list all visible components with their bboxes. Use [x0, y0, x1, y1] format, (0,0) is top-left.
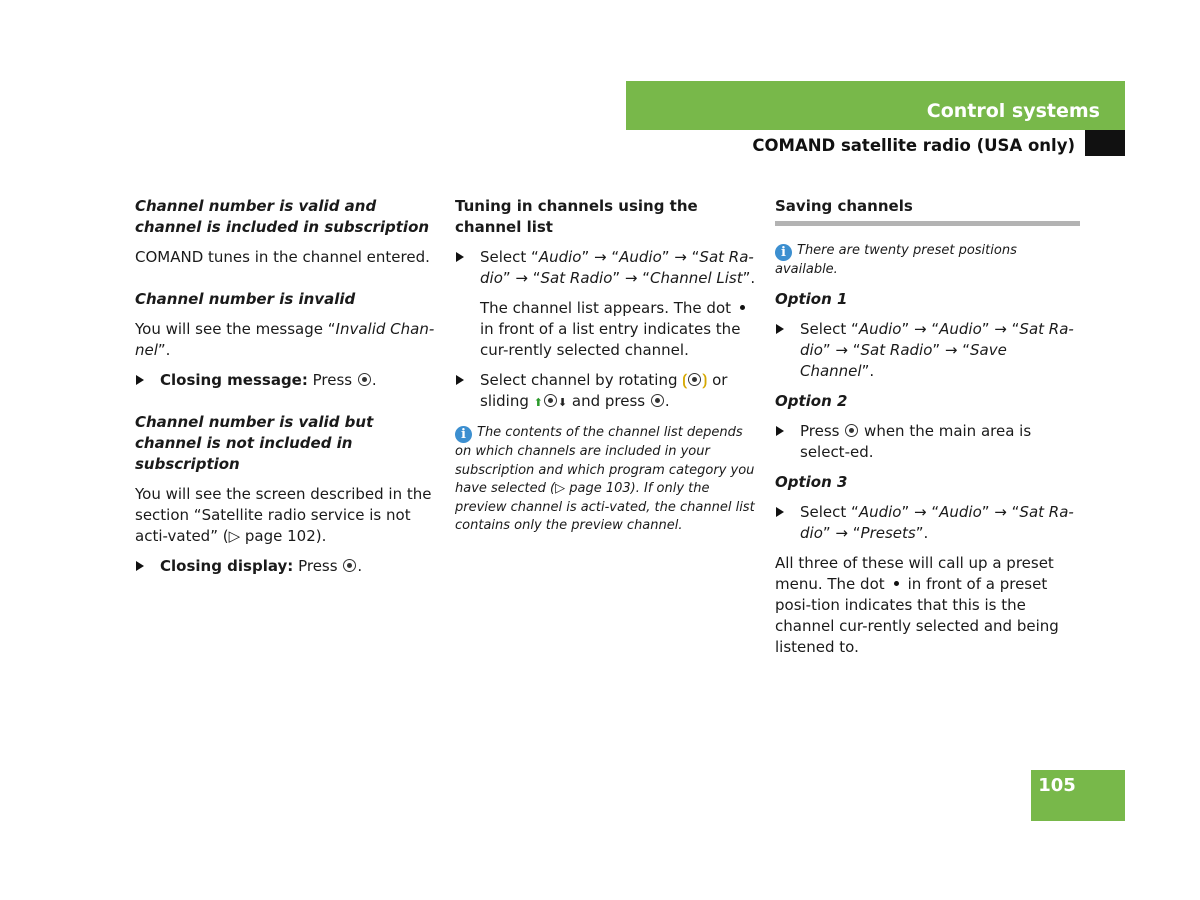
step-select-by-rotating: Select channel by rotating ⟮ ⟯ or sliding ⬆ ⬇ and press .: [455, 370, 760, 413]
bullet-triangle-icon: [456, 375, 464, 385]
heading-valid-not-included: Channel number is valid but channel is not included in subscription: [135, 413, 374, 473]
info-note-channel-list: i The contents of the channel list depends on which channels are included in your subscription and which program category you have selected (▷ page 103). If only the preview channel is acti-vated, the channel list contains only the preview channel.: [455, 425, 755, 533]
bullet-triangle-icon: [136, 375, 144, 385]
press-knob-icon: [651, 394, 664, 407]
info-note-presets: i There are twenty preset positions available.: [775, 243, 1017, 277]
page-number: 105: [1038, 775, 1076, 796]
bullet-triangle-icon: [456, 252, 464, 262]
info-icon: i: [775, 244, 792, 261]
step-option-1: Select “Audio” → “Audio” → “Sat Ra-dio” → “Sat Radio” → “Save Channel”.: [775, 319, 1080, 382]
step-select-channel-list: Select “Audio” → “Audio” → “Sat Ra-dio” → “Sat Radio” → “Channel List”.: [455, 247, 760, 289]
heading-invalid: Channel number is invalid: [135, 290, 356, 308]
selection-dot-icon: [740, 305, 745, 310]
bullet-triangle-icon: [776, 507, 784, 517]
column-3: [775, 196, 1080, 658]
press-knob-icon: [358, 373, 371, 386]
subsection-title: COMAND satellite radio (USA only): [752, 136, 1075, 155]
heading-rule: [775, 221, 1080, 226]
paragraph-preset-menu: All three of these will call up a preset menu. The dot in front of a preset posi-tion indicates that this is the channel cur-rently selected and being listened to.: [775, 553, 1059, 656]
header-marker-block: [1085, 130, 1125, 156]
heading-channel-list: Tuning in channels using the channel list: [455, 197, 698, 236]
press-knob-icon: [343, 559, 356, 572]
heading-saving-channels: Saving channels: [775, 197, 913, 215]
paragraph-invalid-message: You will see the message “Invalid Chan-nel”.: [135, 320, 435, 359]
bullet-triangle-icon: [136, 561, 144, 571]
selection-dot-icon: [894, 581, 899, 586]
rotate-knob-icon: ⟮ ⟯: [682, 371, 708, 389]
paragraph-tunes: COMAND tunes in the channel entered.: [135, 248, 430, 266]
step-option-2: Press when the main area is select-ed.: [775, 421, 1080, 463]
step-option-3: Select “Audio” → “Audio” → “Sat Ra-dio” → “Presets”.: [775, 502, 1080, 544]
paragraph-screen-described: You will see the screen described in the section “Satellite radio service is not acti-vated” (▷ page 102).: [135, 485, 432, 545]
section-title: Control systems: [926, 100, 1100, 122]
step-closing-message: Closing message: Press .: [135, 370, 435, 391]
press-knob-icon: [845, 424, 858, 437]
bullet-triangle-icon: [776, 324, 784, 334]
heading-valid-included: Channel number is valid and channel is included in subscription: [135, 197, 430, 236]
step-closing-display: Closing display: Press .: [135, 556, 435, 577]
info-icon: i: [455, 426, 472, 443]
column-1: [135, 196, 435, 577]
page-number-box: [1031, 770, 1125, 821]
paragraph-channel-list-appears: The channel list appears. The dotin front of a list entry indicates the cur-rently selected channel.: [455, 298, 760, 361]
option-1-label: Option 1: [775, 289, 848, 308]
column-2: [455, 196, 760, 536]
section-header-bar: [626, 81, 1125, 130]
option-2-label: Option 2: [775, 391, 848, 410]
slide-knob-icon: ⬆ ⬇: [533, 396, 568, 409]
option-3-label: Option 3: [775, 472, 848, 491]
bullet-triangle-icon: [776, 426, 784, 436]
